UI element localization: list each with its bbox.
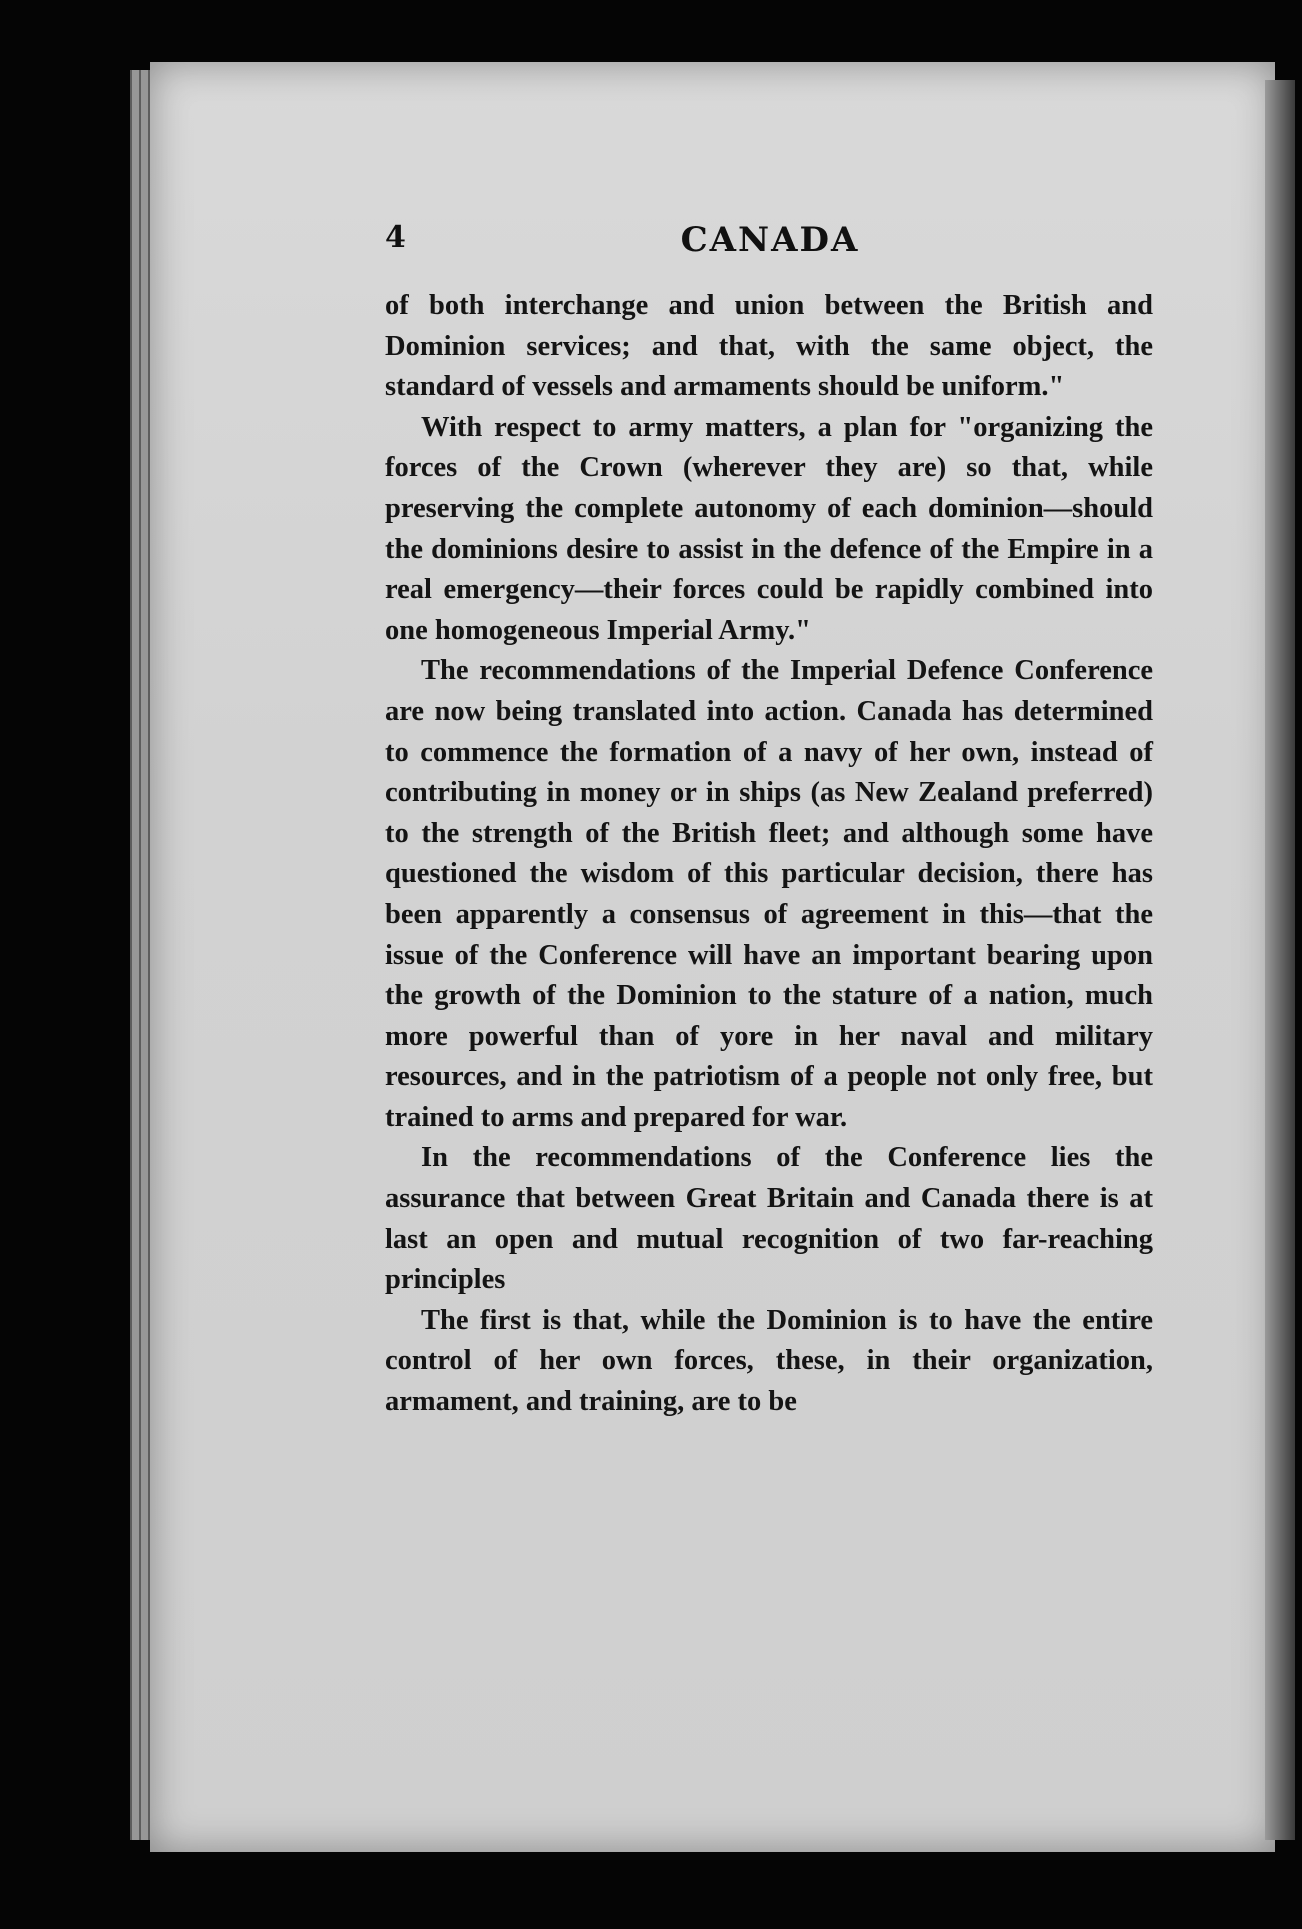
page-binding-shadow — [1265, 80, 1295, 1840]
page-number: 4 — [385, 220, 406, 255]
running-head: CANADA — [680, 220, 860, 260]
paragraph-1: of both interchange and union between the British and Dominion services; and that, with the same object, the standard of vessels and armaments should be uniform." — [385, 290, 1153, 403]
paragraph-4: In the recommendations of the Conference lies the assurance that between Great Britain and Canada there is at last an open and mutual recognition of two far-reaching principles — [385, 1142, 1153, 1296]
paragraph-5: The first is that, while the Dominion is to have the entire control of her own forces, these, in their organization, armament, and training, are to be — [385, 1304, 1153, 1418]
body-text — [385, 286, 1153, 1423]
paragraph-3: The recommendations of the Imperial Defence Conference are now being translated into action. Canada has determined to commence the formation of a navy of her own, instead of contributing in money or in ships (as New Zealand preferred) to the strength of the British fleet; and although some have questioned the wisdom of this particular decision, there has been apparently a consensus of agreement in this—that the issue of the Conference will have an important bearing upon the growth of the Dominion to the stature of a nation, much more powerful than of yore in her naval and military resources, and in the patriotism of a people not only free, but trained to arms and prepared for war. — [385, 655, 1153, 1133]
page-header — [385, 220, 1155, 270]
paragraph-2: With respect to army matters, a plan for "organizing the forces of the Crown (wherever they are) so that, while preserving the complete autonomy of each dominion—should the dominions desire to assist in the defence of the Empire in a real emergency—their forces could be rapidly combined into one homogeneous Imperial Army." — [385, 411, 1153, 646]
